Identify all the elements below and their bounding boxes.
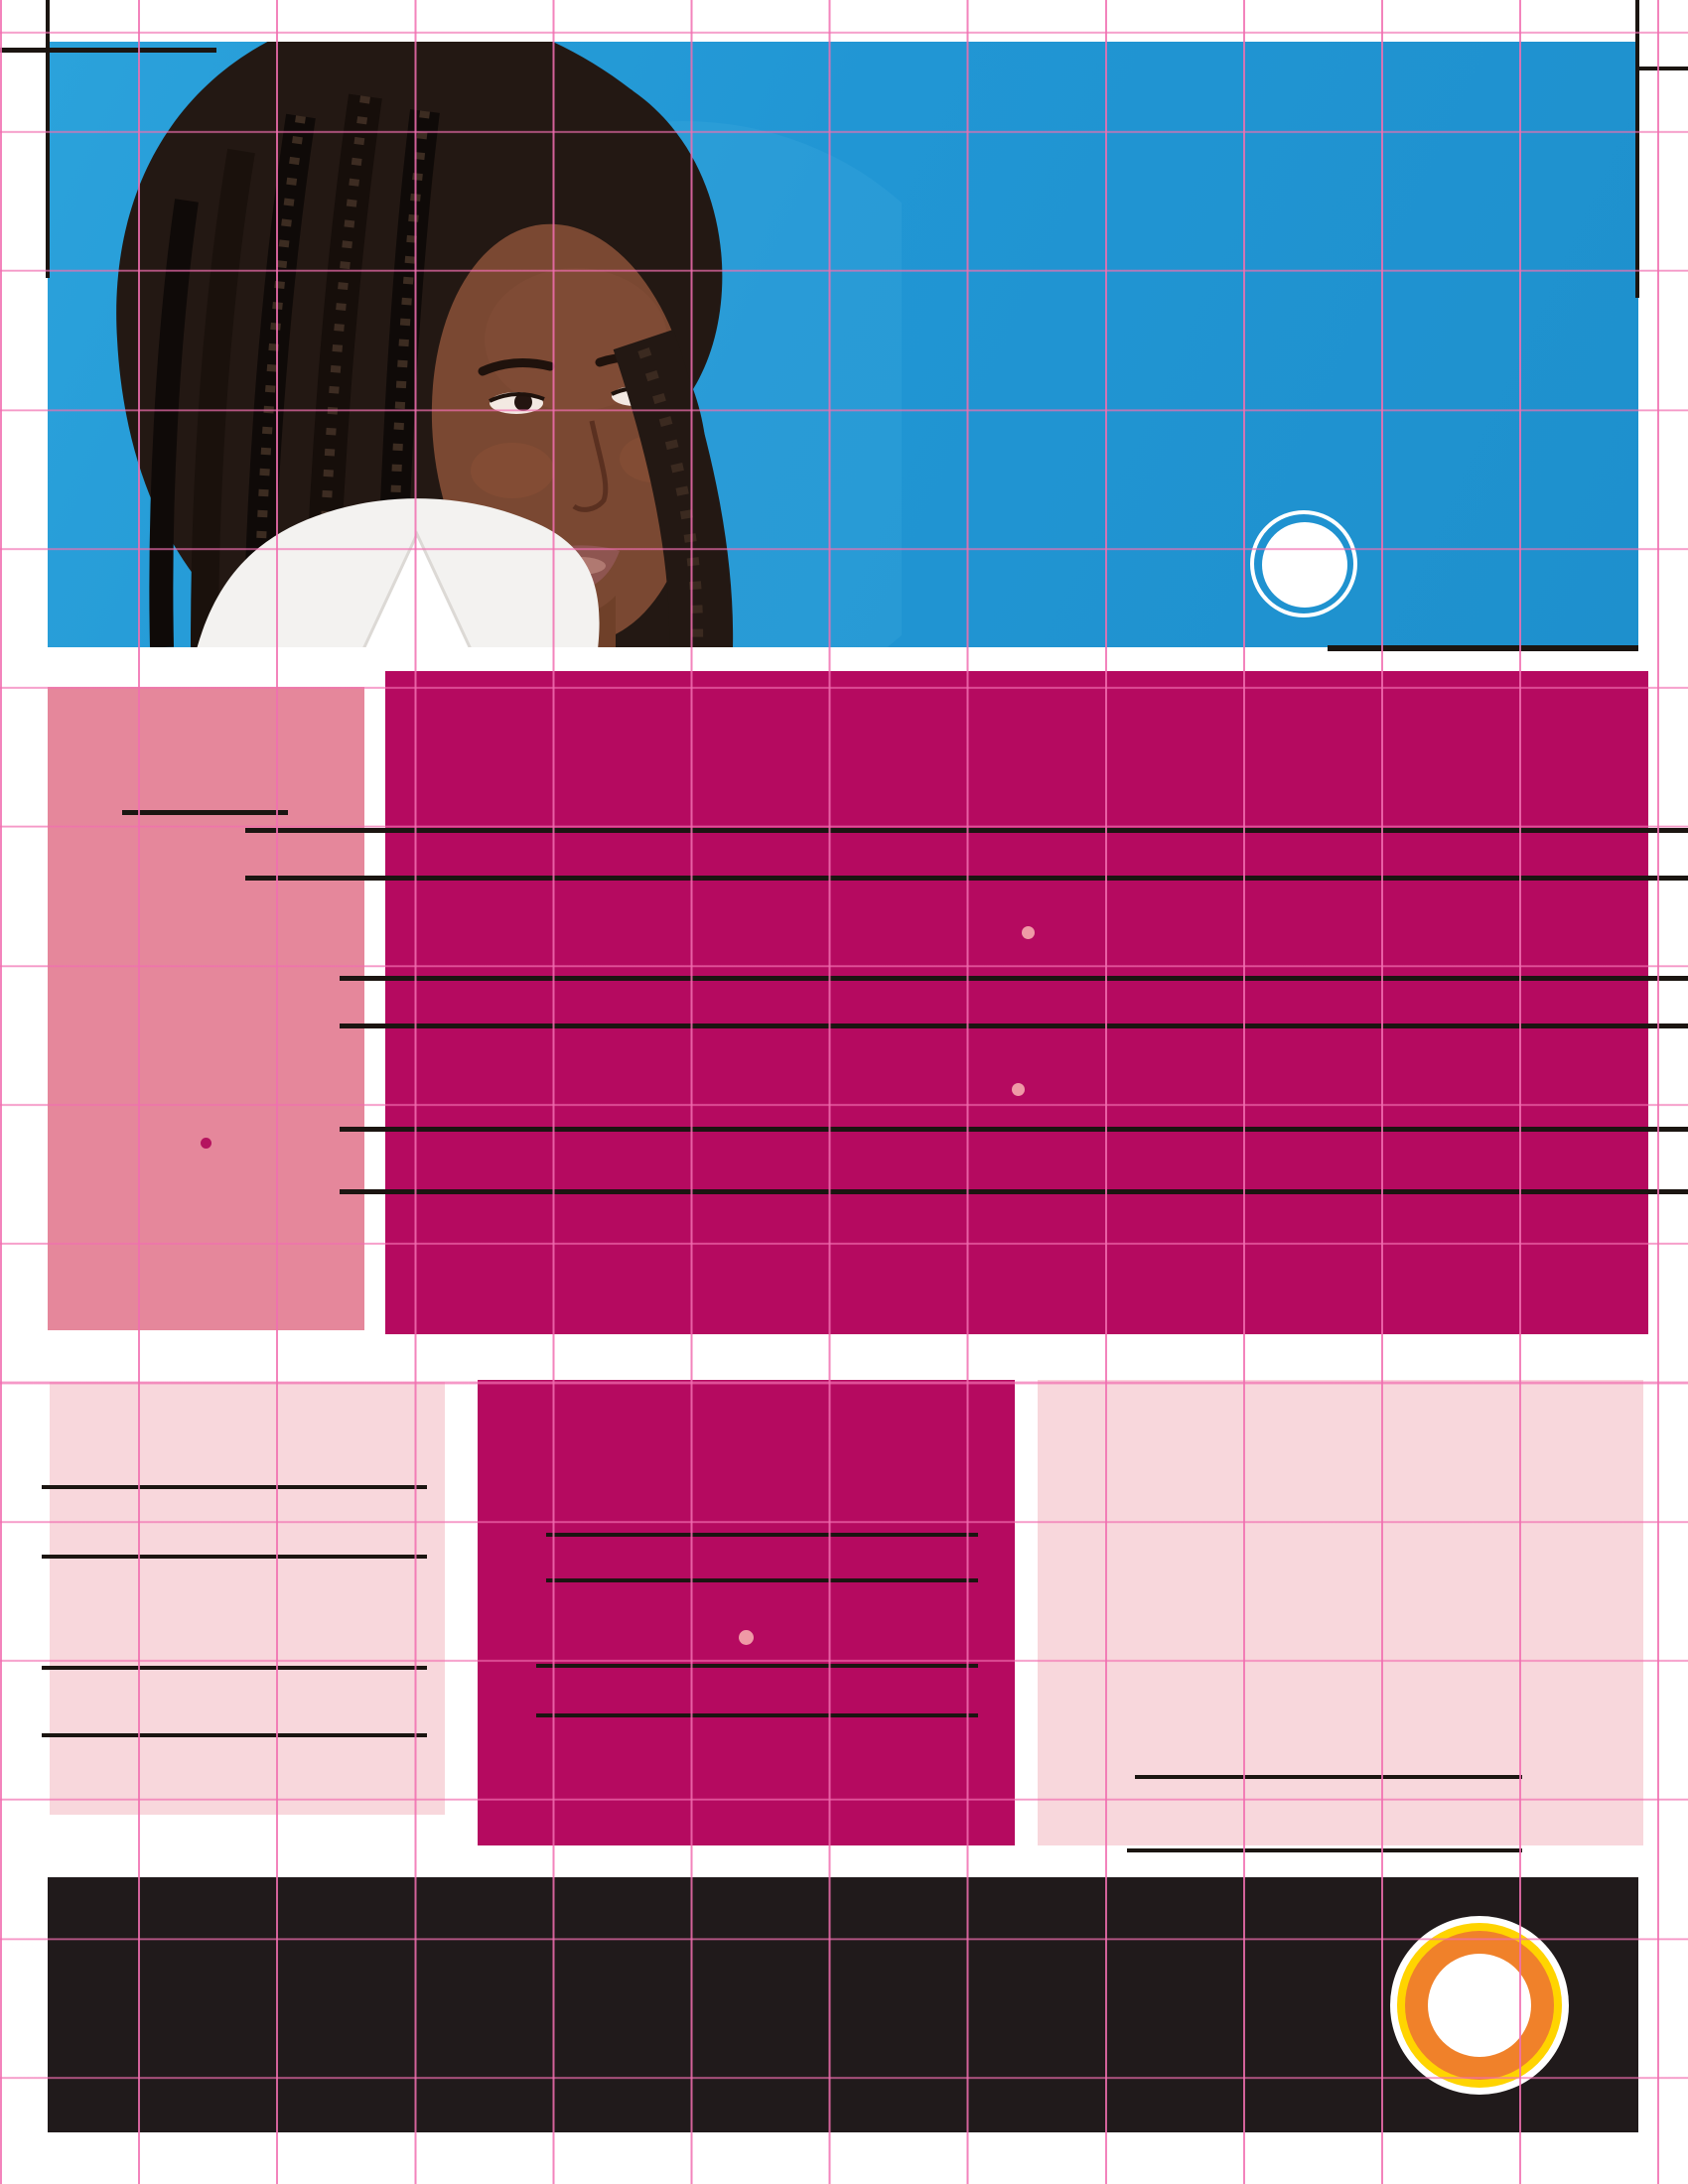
program-bullet-dot bbox=[1022, 926, 1035, 939]
program-block bbox=[385, 671, 1648, 1334]
baseline-rule-capsules-top bbox=[536, 1664, 978, 1668]
footer-contact bbox=[596, 1944, 1368, 1954]
u-logo-icon bbox=[1380, 1906, 1580, 2106]
header-banner bbox=[48, 42, 1638, 647]
baseline-rule-capsules-bottom bbox=[536, 1713, 978, 1717]
baseline-rule-item2-bottom bbox=[340, 1024, 1688, 1028]
baseline-rule-watier-top bbox=[42, 1485, 427, 1489]
underline-email bbox=[1127, 1848, 1522, 1852]
baseline-rule-headline-bottom bbox=[245, 876, 1688, 881]
boutique-beaute-logo-icon bbox=[1262, 522, 1347, 608]
program-bullet-dot bbox=[1012, 1083, 1025, 1096]
baseline-rule-vichy-bottom bbox=[42, 1733, 427, 1737]
date-bullet-dot bbox=[201, 1138, 211, 1149]
date-block bbox=[48, 687, 364, 1330]
crop-mark-top-right-v bbox=[1635, 0, 1639, 298]
portrait-illustration bbox=[48, 42, 902, 647]
baseline-rule-conference-top bbox=[546, 1533, 978, 1537]
cheek-blush bbox=[471, 443, 554, 498]
baseline-rule-headline-top bbox=[245, 828, 1688, 833]
brands-block bbox=[50, 1382, 445, 1815]
baseline-rule-vichy-top bbox=[42, 1666, 427, 1670]
conference-block bbox=[478, 1380, 1015, 1845]
underline-mercredi bbox=[122, 810, 288, 815]
baseline-rule-item3-top bbox=[340, 1127, 1688, 1132]
ruler-left bbox=[0, 0, 70, 2184]
baseline-rule-watier-bottom bbox=[42, 1555, 427, 1559]
crop-mark-top-right-h bbox=[1638, 67, 1688, 70]
proof-rule-header-bottom bbox=[1328, 645, 1638, 651]
underline-phone bbox=[1135, 1775, 1522, 1779]
ruler-top bbox=[0, 0, 1688, 40]
baseline-rule-item3-bottom bbox=[340, 1189, 1688, 1194]
baseline-rule-item2-top bbox=[340, 976, 1688, 981]
baseline-rule-conference-bottom bbox=[546, 1578, 978, 1582]
conference-bullet-dot bbox=[739, 1630, 754, 1645]
